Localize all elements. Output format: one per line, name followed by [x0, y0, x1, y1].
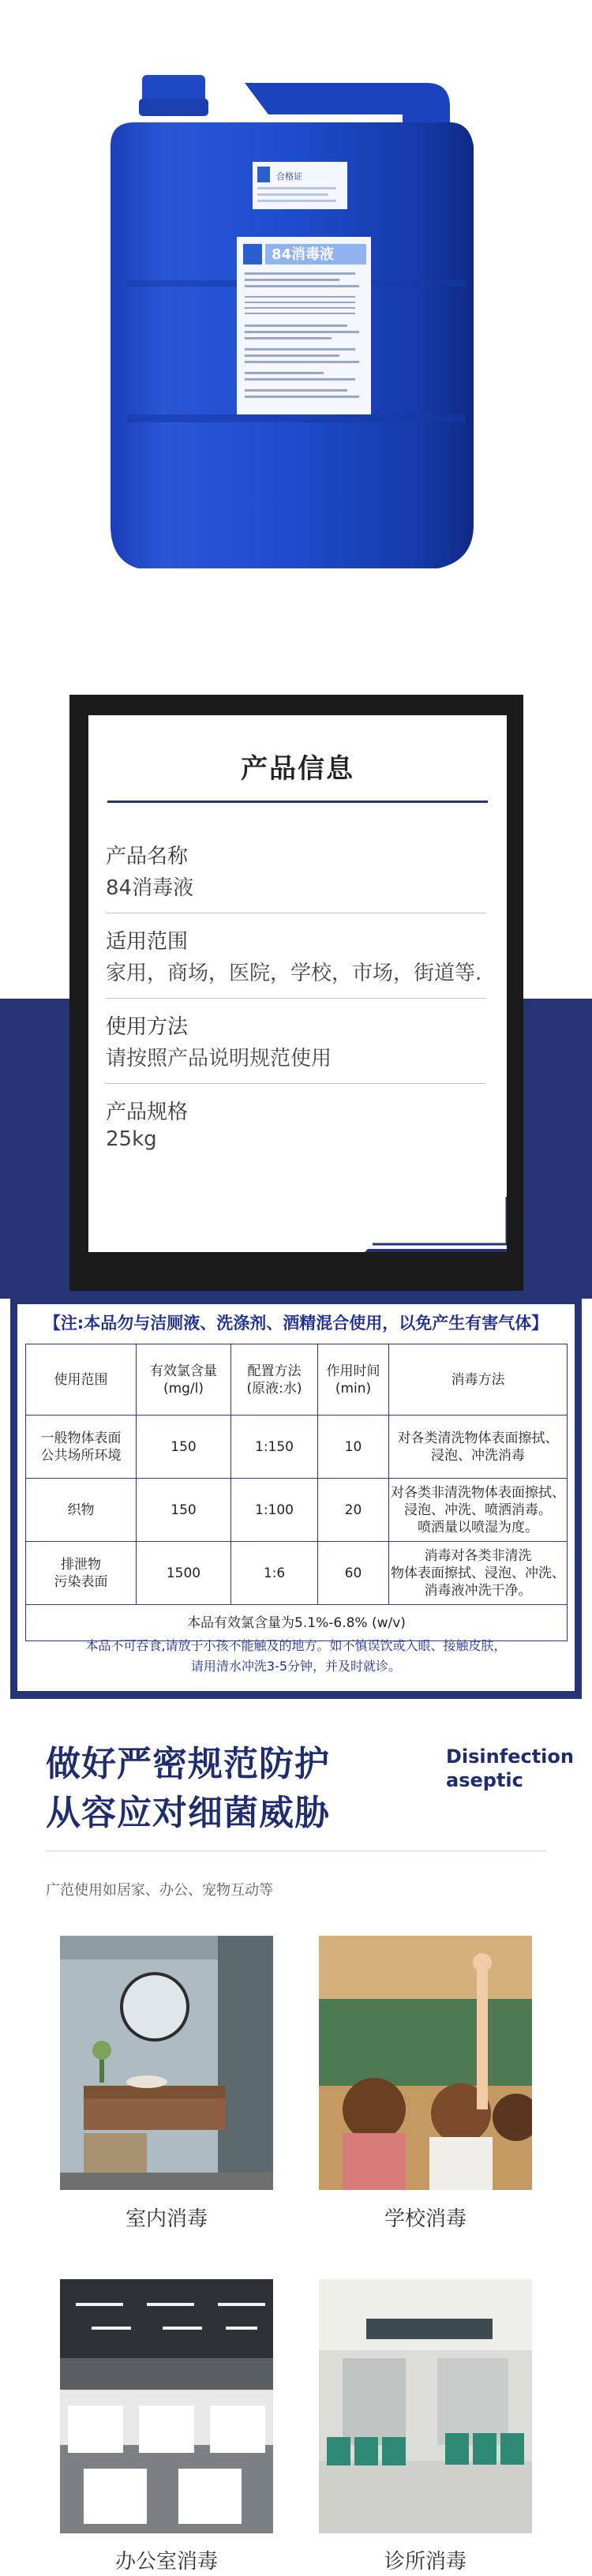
table-row: [26, 1415, 568, 1479]
scene-label-office: 办公室消毒: [114, 2550, 218, 2574]
headline-line-1: 做好严密规范防护: [46, 1744, 330, 1784]
english-tagline: [446, 1745, 574, 1792]
field-divider: [106, 998, 486, 999]
table-cell: 60: [318, 1542, 389, 1605]
table-cell: 1:100: [231, 1479, 318, 1542]
table-cell: 织物: [26, 1479, 137, 1542]
field-value-usage: 请按照产品说明规范使用: [106, 1047, 332, 1071]
field-divider: [106, 1083, 486, 1084]
header-time: 作用时间 (min): [318, 1344, 389, 1415]
header-method: 消毒方法: [389, 1344, 568, 1415]
safety-note: 本品不可吞食,请放于小孩不能触及的地方。如不慎误饮或入眼、接触皮肤， 请用清水冲洗3-5分钟，并及时就诊。: [85, 1638, 507, 1674]
scene-school-image: [319, 1936, 532, 2190]
scene-label-school: 学校消毒: [384, 2207, 466, 2231]
table-cell: 1:6: [231, 1542, 318, 1605]
dilution-table: [25, 1344, 568, 1641]
corner-decoration: [365, 1197, 507, 1252]
header-chlorine: 有效氯含量 (mg/l): [137, 1344, 231, 1415]
field-label-spec: 产品规格: [106, 1101, 189, 1124]
dilution-table-panel: [10, 1296, 582, 1699]
product-info-card: [88, 715, 507, 1252]
table-cell: 消毒对各类非清洗 物体表面擦拭、浸泡、冲洗、 消毒液冲洗干净。: [389, 1542, 568, 1605]
table-cell: 1:150: [231, 1415, 318, 1479]
table-cell: 150: [137, 1415, 231, 1479]
table-cell: 1500: [137, 1542, 231, 1605]
certificate-text: 合格证: [276, 171, 302, 182]
field-value-name: 84消毒液: [106, 876, 194, 900]
table-cell: 对各类非清洗物体表面擦拭、 浸泡、冲洗、喷洒消毒。 喷洒量以喷湿为度。: [389, 1479, 568, 1542]
product-hero: [0, 0, 592, 624]
table-row: [26, 1479, 568, 1542]
field-label-scope: 适用范围: [106, 930, 189, 954]
scene-label-indoor: 室内消毒: [125, 2207, 208, 2231]
table-cell: 一般物体表面 公共场所环境: [26, 1415, 137, 1479]
table-cell: 对各类清洗物体表面擦拭、 浸泡、冲洗消毒: [389, 1415, 568, 1479]
tagline-line-1: Disinfection: [446, 1745, 574, 1768]
scene-office-image: [60, 2279, 273, 2533]
table-cell: 150: [137, 1479, 231, 1542]
table-header-row: [26, 1344, 568, 1415]
scene-label-clinic: 诊所消毒: [384, 2550, 466, 2574]
label-product-name: 84消毒液: [272, 246, 335, 263]
promo-headline: [46, 1740, 330, 1838]
table-cell: 20: [318, 1479, 389, 1542]
scene-indoor-image: [60, 1936, 273, 2190]
field-value-scope: 家用，商场，医院，学校，市场，街道等.: [106, 962, 482, 985]
field-label-usage: 使用方法: [106, 1015, 189, 1039]
scene-clinic-image: [319, 2279, 532, 2533]
dilution-table-card: [17, 1304, 575, 1691]
table-row: [26, 1542, 568, 1605]
table-footer: 本品有效氯含量为5.1%-6.8% (w/v): [26, 1605, 568, 1641]
table-cell: 10: [318, 1415, 389, 1479]
usage-description: 广范使用如居家、办公、宠物互动等: [46, 1882, 273, 1899]
header-ratio: 配置方法 (原液:水): [231, 1344, 318, 1415]
table-cell: 排泄物 污染表面: [26, 1542, 137, 1605]
header-scope: 使用范围: [26, 1344, 137, 1415]
headline-line-2: 从容应对细菌威胁: [46, 1793, 330, 1833]
tagline-line-2: aseptic: [446, 1769, 523, 1791]
disinfectant-jug-image: [111, 75, 481, 580]
headline-divider: [46, 1850, 546, 1851]
usage-promo-section: [0, 1699, 592, 2576]
title-divider: [107, 801, 488, 803]
field-label-name: 产品名称: [106, 845, 189, 868]
warning-note: 【注:本品勿与洁厕液、洗涤剂、酒精混合使用，以免产生有害气体】: [43, 1314, 549, 1333]
info-title: 产品信息: [241, 753, 354, 785]
field-value-spec: 25kg: [106, 1127, 157, 1151]
